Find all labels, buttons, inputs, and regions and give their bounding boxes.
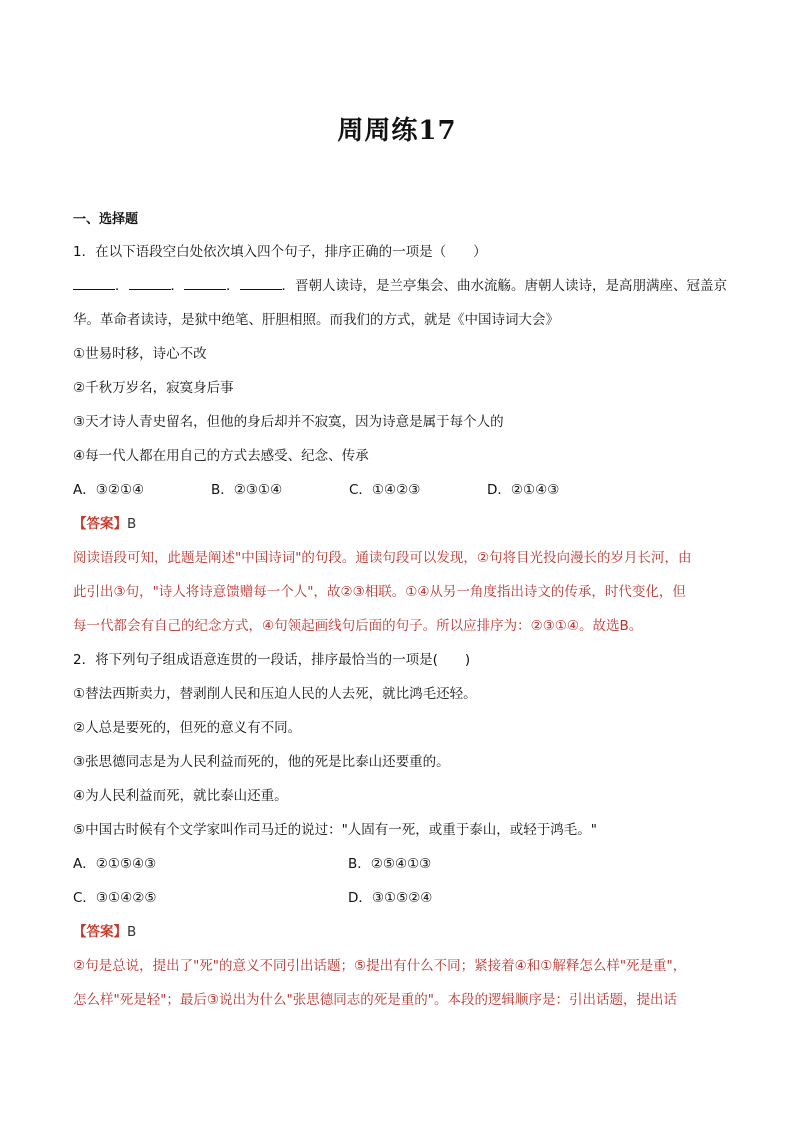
q1-explanation-line: 每一代都会有自己的纪念方式，④句领起画线句后面的句子。所以应排序为：②③①④。故选B。 (73, 618, 643, 634)
section-heading: 一、选择题 (73, 212, 139, 227)
q2-item: ⑤中国古时候有个文学家叫作司马迁的说过："人固有一死，或重于泰山，或轻于鸿毛。" (73, 822, 598, 838)
question-content (73, 240, 727, 1022)
q2-options-row1 (73, 852, 723, 886)
q2-item: ③张思德同志是为人民利益而死的，他的死是比泰山还要重的。 (73, 754, 450, 770)
q1-option-b: B．②③①④ (211, 482, 283, 498)
q1-option-c: C．①④②③ (349, 482, 421, 498)
q1-option-a: A．③②①④ (73, 482, 145, 498)
q1-item: ④每一代人都在用自己的方式去感受、纪念、传承 (73, 448, 369, 464)
blank (184, 275, 226, 290)
q2-explanation-line: 怎么样"死是轻"；最后③说出为什么"张思德同志的死是重的"。本段的逻辑顺序是：引出话题，提出话 (73, 992, 677, 1008)
q2-item: ④为人民利益而死，就比泰山还重。 (73, 788, 288, 804)
q2-stem: 2．将下列句子组成语意连贯的一段话，排序最恰当的一项是( ) (73, 652, 471, 668)
q1-stem: 1．在以下语段空白处依次填入四个句子，排序正确的一项是（ ） (73, 244, 487, 260)
blank (73, 275, 115, 290)
q2-option-b: B．②⑤④①③ (348, 856, 432, 872)
q2-item: ①替法西斯卖力，替剥削人民和压迫人民的人去死，就比鸿毛还轻。 (73, 686, 477, 702)
blank (129, 275, 171, 290)
q1-answer (73, 512, 723, 546)
q2-answer (73, 920, 723, 954)
q2-option-c: C．③①④②⑤ (73, 890, 157, 906)
q1-options (73, 478, 723, 512)
answer-label: 【答案】 (73, 924, 127, 940)
q1-explanation-line: 此引出③句，"诗人将诗意馈赠每一个人"，故②③相联。①④从另一角度指出诗文的传承，时代变化，但 (73, 584, 686, 600)
q1-explanation-line: 阅读语段可知，此题是阐述"中国诗词"的句段。通读句段可以发现，②句将目光投向漫长的岁月长河，由 (73, 550, 692, 566)
q2-options-row2 (73, 886, 723, 920)
q2-option-a: A．②①⑤④③ (73, 856, 157, 872)
q1-option-d: D．②①④③ (487, 482, 560, 498)
answer-value: B (127, 924, 137, 940)
q2-option-d: D．③①⑤②④ (348, 890, 433, 906)
q1-item: ②千秋万岁名，寂寞身后事 (73, 380, 234, 396)
q1-item: ①世易时移，诗心不改 (73, 346, 207, 362)
blank (240, 275, 282, 290)
q2-item: ②人总是要死的，但死的意义有不同。 (73, 720, 302, 736)
page-title: 周周练17 (337, 116, 457, 146)
q2-explanation-line: ②句是总说，提出了"死"的意义不同引出话题；⑤提出有什么不同；紧接着④和①解释怎么样"死是重"， (73, 958, 687, 974)
answer-value: B (127, 516, 137, 532)
q1-passage-line2: 华。革命者读诗，是狱中绝笔、肝胆相照。而我们的方式，就是《中国诗词大会》 (73, 312, 559, 328)
q1-passage-line1: ． ． ． ．晋朝人读诗，是兰亭集会、曲水流觞。唐朝人读诗，是高朋满座、冠盖京 (73, 274, 723, 308)
q1-item: ③天才诗人青史留名，但他的身后却并不寂寞，因为诗意是属于每个人的 (73, 414, 504, 430)
answer-label: 【答案】 (73, 516, 127, 532)
